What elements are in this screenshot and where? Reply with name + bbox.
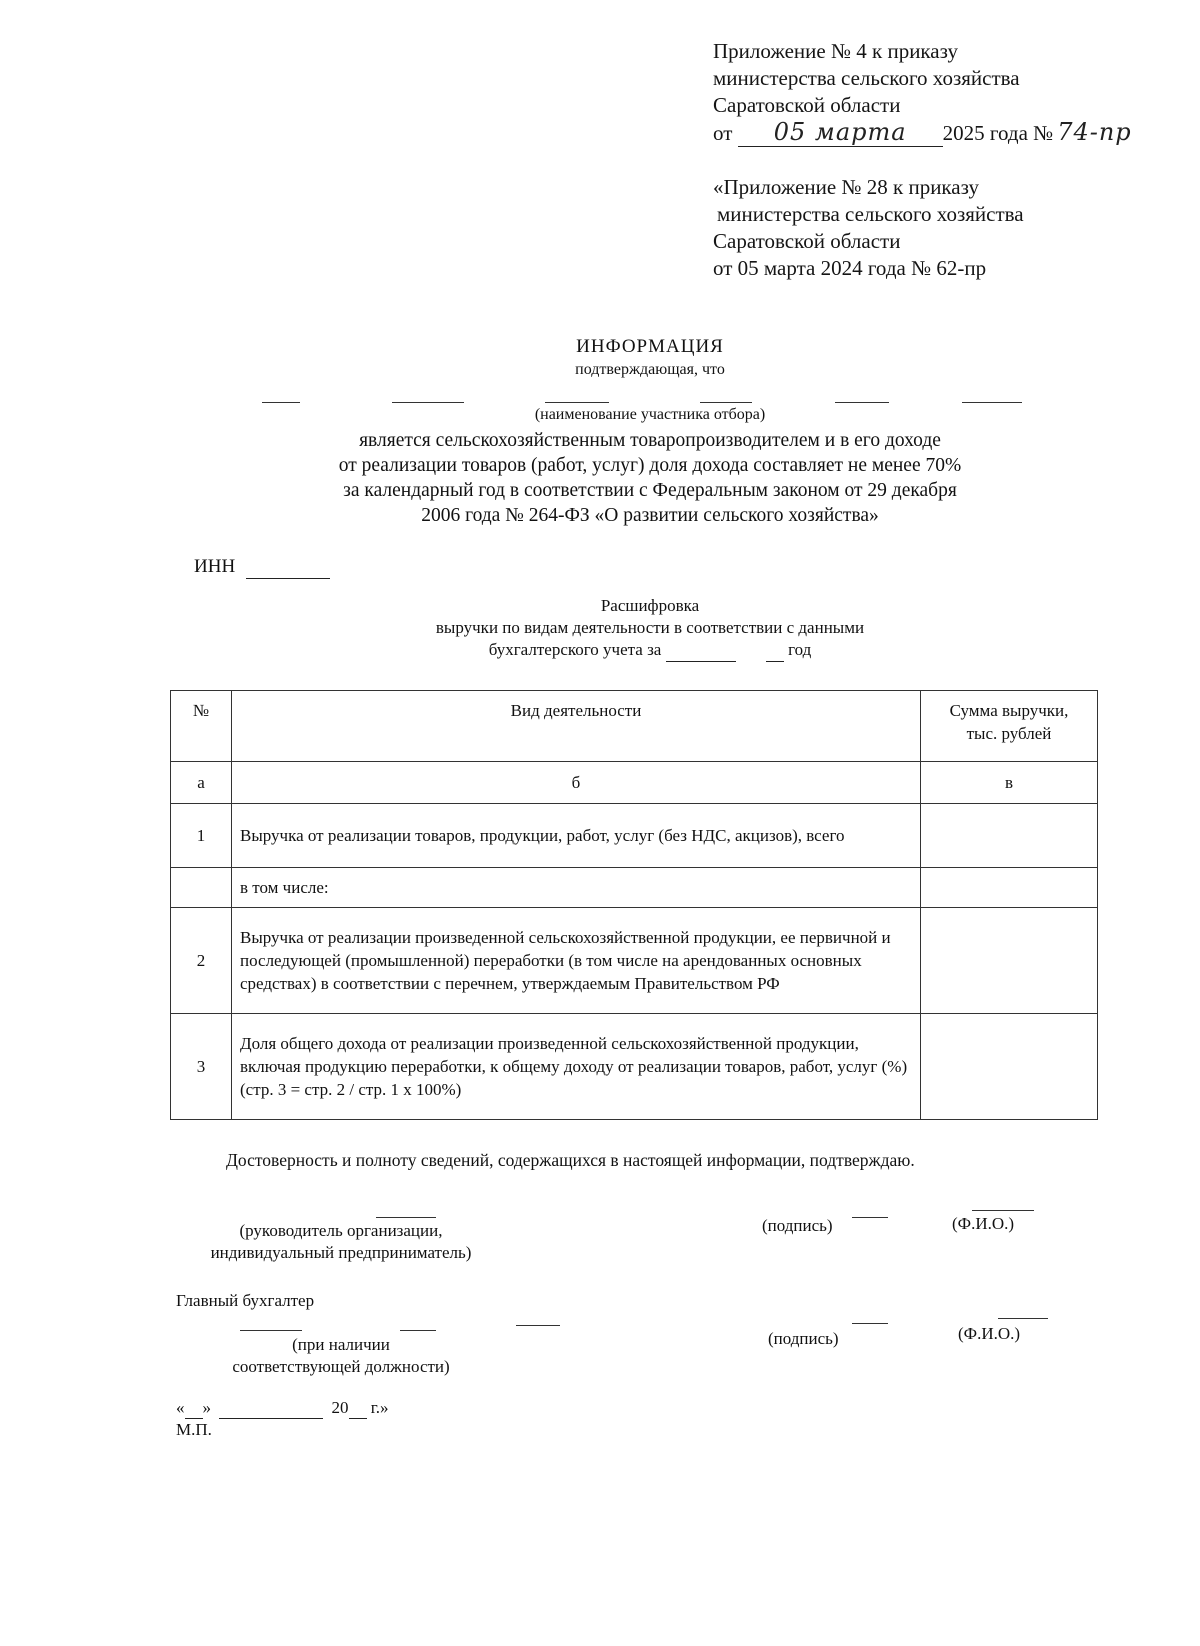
inn-label: ИНН bbox=[194, 556, 236, 577]
date-year-suffix: г.» bbox=[370, 1398, 389, 1417]
header-sum bbox=[921, 691, 1098, 762]
appendix-line: «Приложение № 28 к приказу bbox=[713, 175, 979, 199]
signature-blank bbox=[376, 1217, 436, 1218]
header-activity: Вид деятельности bbox=[232, 691, 921, 762]
row-activity: в том числе: bbox=[232, 868, 921, 908]
row-sum bbox=[921, 908, 1098, 1014]
signature-label: (подпись) bbox=[768, 1329, 839, 1348]
row-num: 3 bbox=[171, 1014, 232, 1120]
row-activity: Выручка от реализации произведенной сельскохозяйственной продукции, ее первичной и последующей (промышленной) переработки (в том числе на арендованных основных средствах) в соответствии с перечнем, утверждаемым Правительством РФ bbox=[232, 908, 921, 1014]
blank-line bbox=[700, 402, 752, 403]
blank-line bbox=[835, 402, 889, 403]
table-header-row bbox=[171, 691, 1098, 762]
blank-line bbox=[392, 402, 464, 403]
accountant-role-label bbox=[176, 1334, 506, 1378]
period-field bbox=[666, 639, 736, 662]
table-index-row bbox=[171, 762, 1098, 804]
statement-line: за календарный год в соответствии с Федеральным законом от 29 декабря bbox=[343, 480, 957, 501]
signature-blank bbox=[852, 1323, 888, 1324]
date-prefix: от bbox=[713, 121, 733, 145]
row-sum bbox=[921, 804, 1098, 868]
blank-line bbox=[262, 402, 300, 403]
signature-blank bbox=[240, 1330, 302, 1331]
date-month-field bbox=[219, 1398, 323, 1419]
header-sum-line: Сумма выручки, bbox=[949, 701, 1069, 720]
row-num: 1 bbox=[171, 804, 232, 868]
header-sum-line: тыс. рублей bbox=[966, 724, 1052, 743]
row-activity-formula: (стр. 3 = стр. 2 / стр. 1 х 100%) bbox=[240, 1080, 462, 1099]
row-num bbox=[171, 868, 232, 908]
statement-line: является сельскохозяйственным товаропроизводителем и в его доходе bbox=[359, 430, 941, 451]
header-num: № bbox=[171, 691, 232, 762]
breakdown-line: выручки по видам деятельности в соответствии с данными bbox=[435, 618, 865, 637]
fio-blank bbox=[972, 1210, 1034, 1211]
statement-line: 2006 года № 264-ФЗ «О развитии сельского хозяйства» bbox=[421, 505, 879, 526]
fio-label: (Ф.И.О.) bbox=[958, 1324, 1021, 1343]
stamp-place: М.П. bbox=[176, 1420, 212, 1439]
blank-line bbox=[962, 402, 1022, 403]
year-text: 2025 года № bbox=[942, 121, 1054, 145]
row-activity: Выручка от реализации товаров, продукции, работ, услуг (без НДС, акцизов), всего bbox=[232, 804, 921, 868]
breakdown-period-line bbox=[150, 639, 1150, 662]
appendix-line: министерства сельского хозяйства bbox=[717, 202, 1024, 226]
index-cell: а bbox=[171, 762, 232, 804]
statement-body bbox=[150, 428, 1150, 528]
blank-line bbox=[545, 402, 609, 403]
date-quote: » bbox=[202, 1398, 211, 1417]
appendix-line: от 05 марта 2024 года № 62-пр bbox=[713, 256, 987, 280]
accountant-role-line: (при наличии bbox=[292, 1335, 390, 1354]
date-quote: « bbox=[176, 1398, 185, 1417]
appendix-line: Приложение № 4 к приказу bbox=[713, 39, 958, 63]
inn-field bbox=[246, 556, 330, 579]
head-role-line: (руководитель организации, bbox=[239, 1221, 443, 1240]
signature-blank bbox=[400, 1330, 436, 1331]
index-cell: в bbox=[921, 762, 1098, 804]
breakdown-title: Расшифровка bbox=[600, 596, 700, 615]
signature-label: (подпись) bbox=[762, 1216, 833, 1235]
confirmation-text: Достоверность и полноту сведений, содержащихся в настоящей информации, подтверждаю. bbox=[226, 1150, 915, 1170]
head-role-label bbox=[176, 1220, 506, 1264]
table-row bbox=[171, 1014, 1098, 1120]
breakdown-line-prefix: бухгалтерского учета за bbox=[488, 640, 662, 659]
head-role-line: индивидуальный предприниматель) bbox=[210, 1243, 472, 1262]
appendix-line: министерства сельского хозяйства bbox=[713, 66, 1020, 90]
fio-label: (Ф.И.О.) bbox=[952, 1214, 1015, 1233]
breakdown-line-suffix: год bbox=[788, 640, 812, 659]
statement-line: от реализации товаров (работ, услуг) доля дохода составляет не менее 70% bbox=[338, 455, 962, 476]
appendix-date-line bbox=[713, 119, 1132, 147]
row-sum bbox=[921, 1014, 1098, 1120]
inn-row bbox=[194, 556, 330, 579]
breakdown-heading bbox=[150, 595, 1150, 662]
fio-blank bbox=[998, 1318, 1048, 1319]
document-subtitle: подтверждающая, что bbox=[575, 361, 725, 378]
date-year-prefix: 20 bbox=[331, 1398, 349, 1417]
appendix-line: Саратовской области bbox=[713, 93, 901, 117]
date-line bbox=[176, 1398, 389, 1419]
accountant-role-line: соответствующей должности) bbox=[232, 1357, 450, 1376]
signature-blank bbox=[516, 1325, 560, 1326]
row-num: 2 bbox=[171, 908, 232, 1014]
year-field bbox=[766, 639, 784, 662]
row-activity bbox=[232, 1014, 921, 1120]
handwritten-date: 05 марта bbox=[738, 119, 943, 147]
table-row bbox=[171, 804, 1098, 868]
table-row bbox=[171, 908, 1098, 1014]
row-sum bbox=[921, 868, 1098, 908]
appendix28-header bbox=[713, 174, 1024, 282]
document-title: ИНФОРМАЦИЯ bbox=[576, 336, 724, 357]
participant-caption: (наименование участника отбора) bbox=[534, 406, 766, 423]
appendix-line: Саратовской области bbox=[713, 229, 901, 253]
table-row bbox=[171, 868, 1098, 908]
signature-blank bbox=[852, 1217, 888, 1218]
row-activity-text: Доля общего дохода от реализации произведенной сельскохозяйственной продукции, включая продукцию переработки, к общему доходу от реализации товаров, работ, услуг (%) bbox=[240, 1034, 908, 1076]
revenue-table bbox=[170, 690, 1098, 1120]
appendix-header bbox=[713, 38, 1132, 147]
chief-accountant-label: Главный бухгалтер bbox=[176, 1291, 315, 1310]
index-cell: б bbox=[232, 762, 921, 804]
handwritten-order-number: 74-пр bbox=[1057, 118, 1132, 146]
